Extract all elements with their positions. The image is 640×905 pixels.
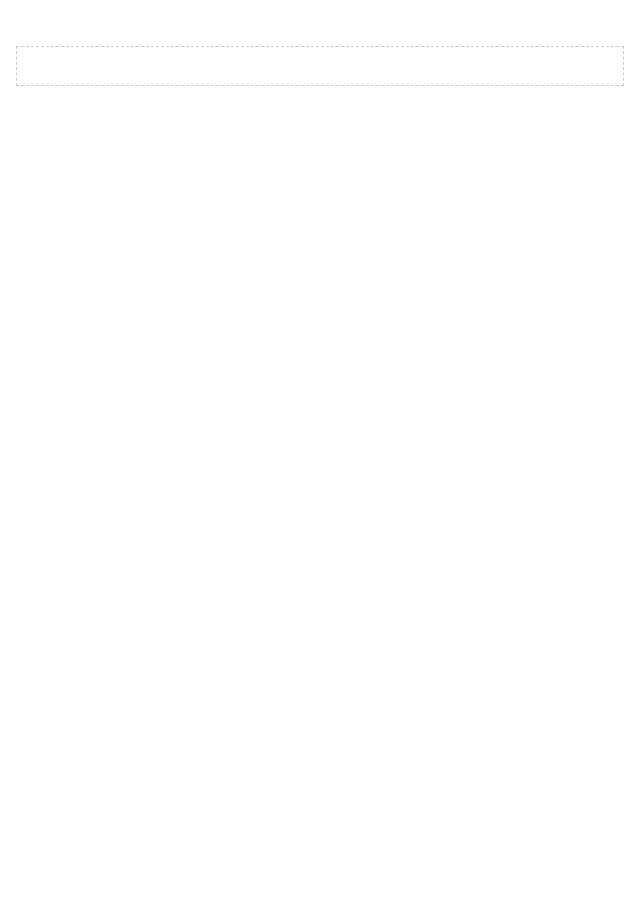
page-title	[16, 16, 624, 34]
page-body-text	[16, 46, 624, 86]
